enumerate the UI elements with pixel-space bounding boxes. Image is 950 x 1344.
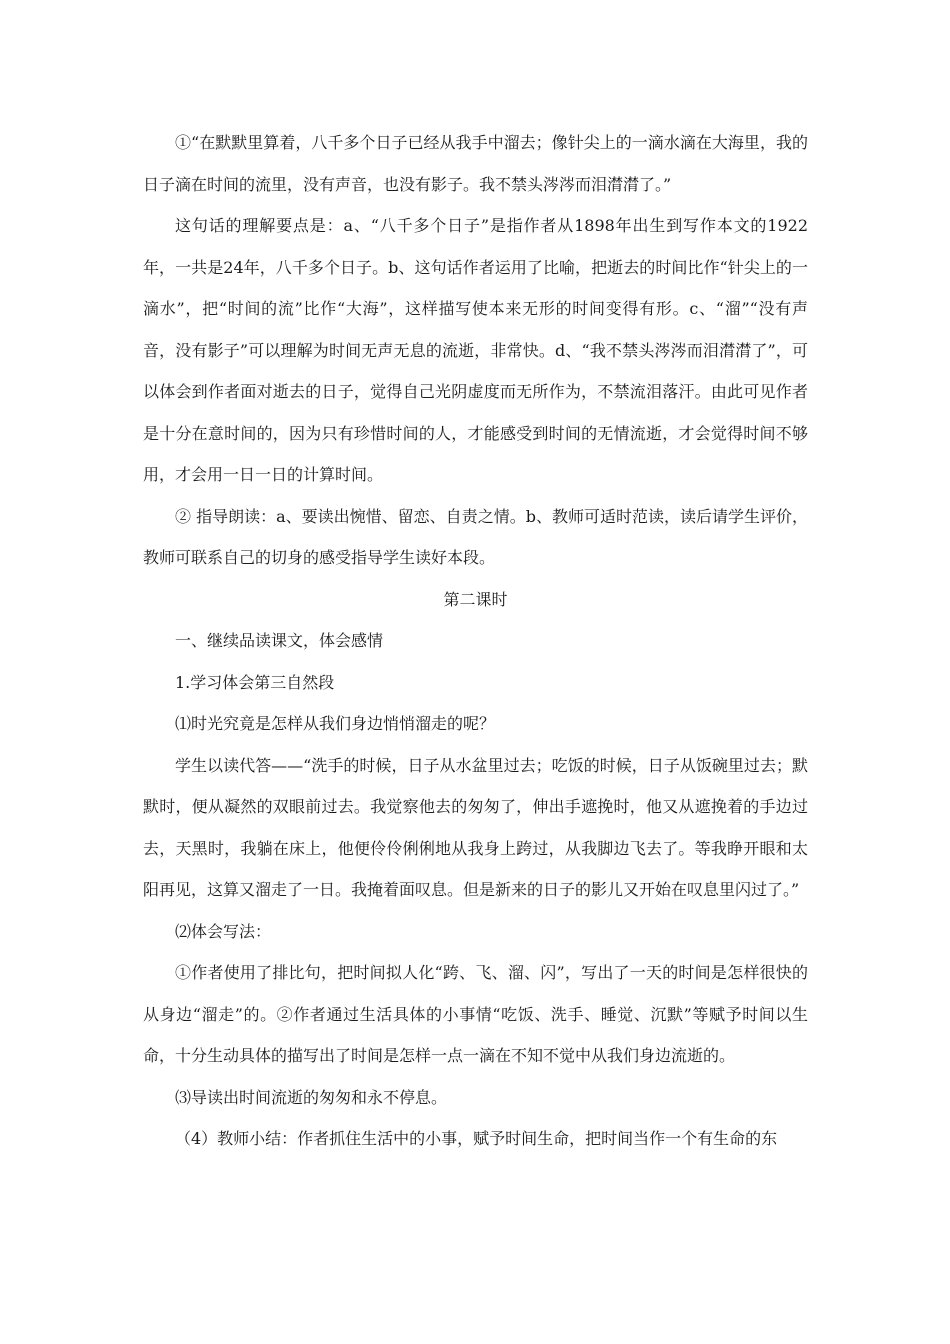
section-heading: 一、继续品读课文，体会感情 <box>175 631 384 650</box>
question-1: ⑴时光究竟是怎样从我们身边悄悄溜走的呢？ <box>175 714 496 733</box>
question-2: ⑵体会写法： <box>175 921 272 941</box>
paragraph-reading-guide: ② 指导朗读：a、要读出惋惜、留恋、自责之情。b、教师可适时范读，读后请学生评价，教师可联系自己的切身的感受指导学生读好本段。 <box>143 506 808 567</box>
teacher-summary: （4）教师小结：作者抓住生活中的小事，赋予时间生命，把时间当作一个有生命的东 <box>175 1129 778 1148</box>
document-body <box>143 122 808 1160</box>
paragraph-quote: ①“在默默里算着，八千多个日子已经从我手中溜去；像针尖上的一滴水滴在大海里，我的日子滴在时间的流里，没有声音，也没有影子。我不禁头涔涔而泪潸潸了。” <box>143 133 808 194</box>
section-title: 第二课时 <box>443 589 508 609</box>
question-3: ⑶导读出时间流逝的匆匆和永不停息。 <box>175 1087 448 1107</box>
paragraph-analysis: 这句话的理解要点是：a、“八千多个日子”是指作者从1898年出生到写作本文的1922年，一共是24年，八千多个日子。b、这句话作者运用了比喻，把逝去的时间比作“针尖上的一滴水”，把“时间的流”比作“大海”，这样描写使本来无形的时间变得有形。c、“溜”“没有声音，没有影子”可以理解为时间无声无息的流逝，非常快。d、“我不禁头涔涔而泪潸潸了”，可以体会到作者面对逝去的日子，觉得自己光阴虚度而无所作为，不禁流泪落汗。由此可见作者是十分在意时间的，因为只有珍惜时间的人，才能感受到时间的无情流逝，才会觉得时间不够用，才会用一日一日的计算时间。 <box>143 216 808 484</box>
writing-method-analysis: ①作者使用了排比句，把时间拟人化“跨、飞、溜、闪”，写出了一天的时间是怎样很快的从身边“溜走”的。②作者通过生活具体的小事情“吃饭、洗手、睡觉、沉默”等赋予时间以生命，十分生动具体的描写出了时间是怎样一点一滴在不知不觉中从我们身边流逝的。 <box>143 963 808 1065</box>
student-answer: 学生以读代答——“洗手的时候，日子从水盆里过去；吃饭的时候，日子从饭碗里过去；默默时，便从凝然的双眼前过去。我觉察他去的匆匆了，伸出手遮挽时，他又从遮挽着的手边过去，天黑时，我躺在床上，他便伶伶俐俐地从我身上跨过，从我脚边飞去了。等我睁开眼和太阳再见，这算又溜走了一日。我掩着面叹息。但是新来的日子的影儿又开始在叹息里闪过了。” <box>143 755 808 899</box>
subsection-heading: 1.学习体会第三自然段 <box>175 672 335 692</box>
